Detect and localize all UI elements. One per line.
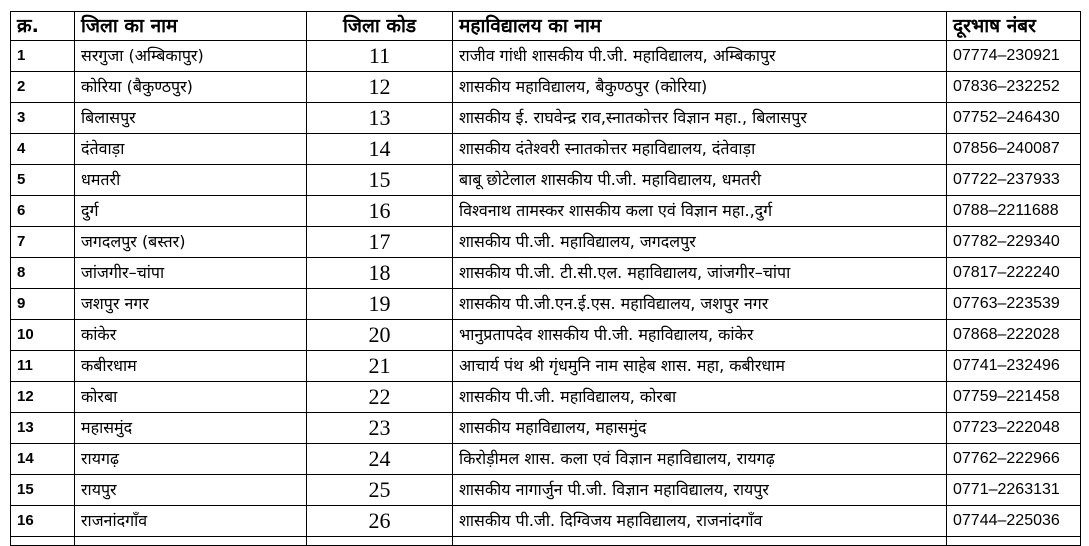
cell-code: 24 [307,444,453,475]
cell-phone: 0771–2263131 [947,475,1081,506]
cell-code: 21 [307,351,453,382]
cell-sno: 12 [11,382,75,413]
cell-sno: 7 [11,227,75,258]
cell-code: 22 [307,382,453,413]
cell-sno: 11 [11,351,75,382]
cell-code: 26 [307,506,453,537]
cell-phone: 07868–222028 [947,320,1081,351]
cell-district: राजनांदगाँव [75,506,307,537]
cell-college: शासकीय पी.जी. दिग्विजय महाविद्यालय, राजनांदगाँव [453,506,947,537]
cell-district: कबीरधाम [75,351,307,382]
table-row [11,165,1081,196]
cell-phone: 07817–222240 [947,258,1081,289]
cell-code: 15 [307,165,453,196]
cell-code: 11 [307,41,453,72]
table-row [11,72,1081,103]
cell-college: शासकीय ई. राघवेन्द्र राव,स्नातकोत्तर विज्ञान महा., बिलासपुर [453,103,947,134]
cell-college: शासकीय महाविद्यालय, बैकुण्ठपुर (कोरिया) [453,72,947,103]
cell-district: रायपुर [75,475,307,506]
cell-district: बिलासपुर [75,103,307,134]
cell-code: 13 [307,103,453,134]
cell-sno: 8 [11,258,75,289]
cell-phone: 07723–222048 [947,413,1081,444]
cell-sno: 16 [11,506,75,537]
cell-code: 17 [307,227,453,258]
table-row [11,134,1081,165]
cell-code: 23 [307,413,453,444]
cell-code: 20 [307,320,453,351]
table-row-partial [11,537,1081,546]
cell-district: दुर्ग [75,196,307,227]
cell-sno: 2 [11,72,75,103]
header-row [11,12,1081,41]
table-row [11,475,1081,506]
cell-sno: 1 [11,41,75,72]
table-row [11,41,1081,72]
cell-district: कोरिया (बैकुण्ठपुर) [75,72,307,103]
cell-sno: 5 [11,165,75,196]
header-college: महाविद्यालय का नाम [453,12,947,41]
cell-code: 18 [307,258,453,289]
cell-phone: 07836–232252 [947,72,1081,103]
cell-district: जशपुर नगर [75,289,307,320]
cell-college: शासकीय नागार्जुन पी.जी. विज्ञान महाविद्यालय, रायपुर [453,475,947,506]
table-row [11,444,1081,475]
cell-phone: 07856–240087 [947,134,1081,165]
cell-district: जांजगीर–चांपा [75,258,307,289]
cell-district: सरगुजा (अम्बिकापुर) [75,41,307,72]
table-row [11,289,1081,320]
cell-sno: 13 [11,413,75,444]
cell-phone: 07759–221458 [947,382,1081,413]
table-row [11,506,1081,537]
cell-phone: 07744–225036 [947,506,1081,537]
cell-code: 14 [307,134,453,165]
cell-code: 19 [307,289,453,320]
cell-college: शासकीय महाविद्यालय, महासमुंद [453,413,947,444]
table-row [11,103,1081,134]
cell-sno: 9 [11,289,75,320]
cell-code: 25 [307,475,453,506]
table-row [11,351,1081,382]
cell-district: जगदलपुर (बस्तर) [75,227,307,258]
cell-district: कांकेर [75,320,307,351]
cell-sno: 10 [11,320,75,351]
table-row [11,258,1081,289]
header-sno: क्र. [11,12,75,41]
cell-phone: 07741–232496 [947,351,1081,382]
cell-district: धमतरी [75,165,307,196]
cell-college: शासकीय दंतेश्वरी स्नातकोत्तर महाविद्यालय, दंतेवाड़ा [453,134,947,165]
cell-district: दंतेवाड़ा [75,134,307,165]
cell-sno: 4 [11,134,75,165]
cell-college: किरोड़ीमल शास. कला एवं विज्ञान महाविद्यालय, रायगढ़ [453,444,947,475]
cell-college: शासकीय पी.जी. महाविद्यालय, कोरबा [453,382,947,413]
cell-phone: 07763–223539 [947,289,1081,320]
cell-college: आचार्य पंथ श्री गृंधमुनि नाम साहेब शास. महा, कबीरधाम [453,351,947,382]
cell-code: 16 [307,196,453,227]
table-row [11,320,1081,351]
cell-code: 12 [307,72,453,103]
cell-phone: 07774–230921 [947,41,1081,72]
cell-college: शासकीय पी.जी. महाविद्यालय, जगदलपुर [453,227,947,258]
cell-college: शासकीय पी.जी. टी.सी.एल. महाविद्यालय, जांजगीर–चांपा [453,258,947,289]
cell-sno: 6 [11,196,75,227]
cell-district: रायगढ़ [75,444,307,475]
cell-phone: 07782–229340 [947,227,1081,258]
cell-college: राजीव गांधी शासकीय पी.जी. महाविद्यालय, अम्बिकापुर [453,41,947,72]
cell-phone: 07722–237933 [947,165,1081,196]
table-row [11,382,1081,413]
header-code: जिला कोड [307,12,453,41]
cell-sno: 3 [11,103,75,134]
header-district: जिला का नाम [75,12,307,41]
cell-district: कोरबा [75,382,307,413]
table-row [11,196,1081,227]
cell-sno: 14 [11,444,75,475]
cell-college: शासकीय पी.जी.एन.ई.एस. महाविद्यालय, जशपुर नगर [453,289,947,320]
cell-phone: 0788–2211688 [947,196,1081,227]
college-table [10,11,1081,546]
cell-district: महासमुंद [75,413,307,444]
header-phone: दूरभाष नंबर [947,12,1081,41]
cell-phone: 07762–222966 [947,444,1081,475]
cell-college: बाबू छोटेलाल शासकीय पी.जी. महाविद्यालय, धमतरी [453,165,947,196]
table-row [11,227,1081,258]
cell-college: भानुप्रतापदेव शासकीय पी.जी. महाविद्यालय, कांकेर [453,320,947,351]
cell-phone: 07752–246430 [947,103,1081,134]
cell-college: विश्वनाथ तामस्कर शासकीय कला एवं विज्ञान महा.,दुर्ग [453,196,947,227]
table-row [11,413,1081,444]
cell-sno: 15 [11,475,75,506]
